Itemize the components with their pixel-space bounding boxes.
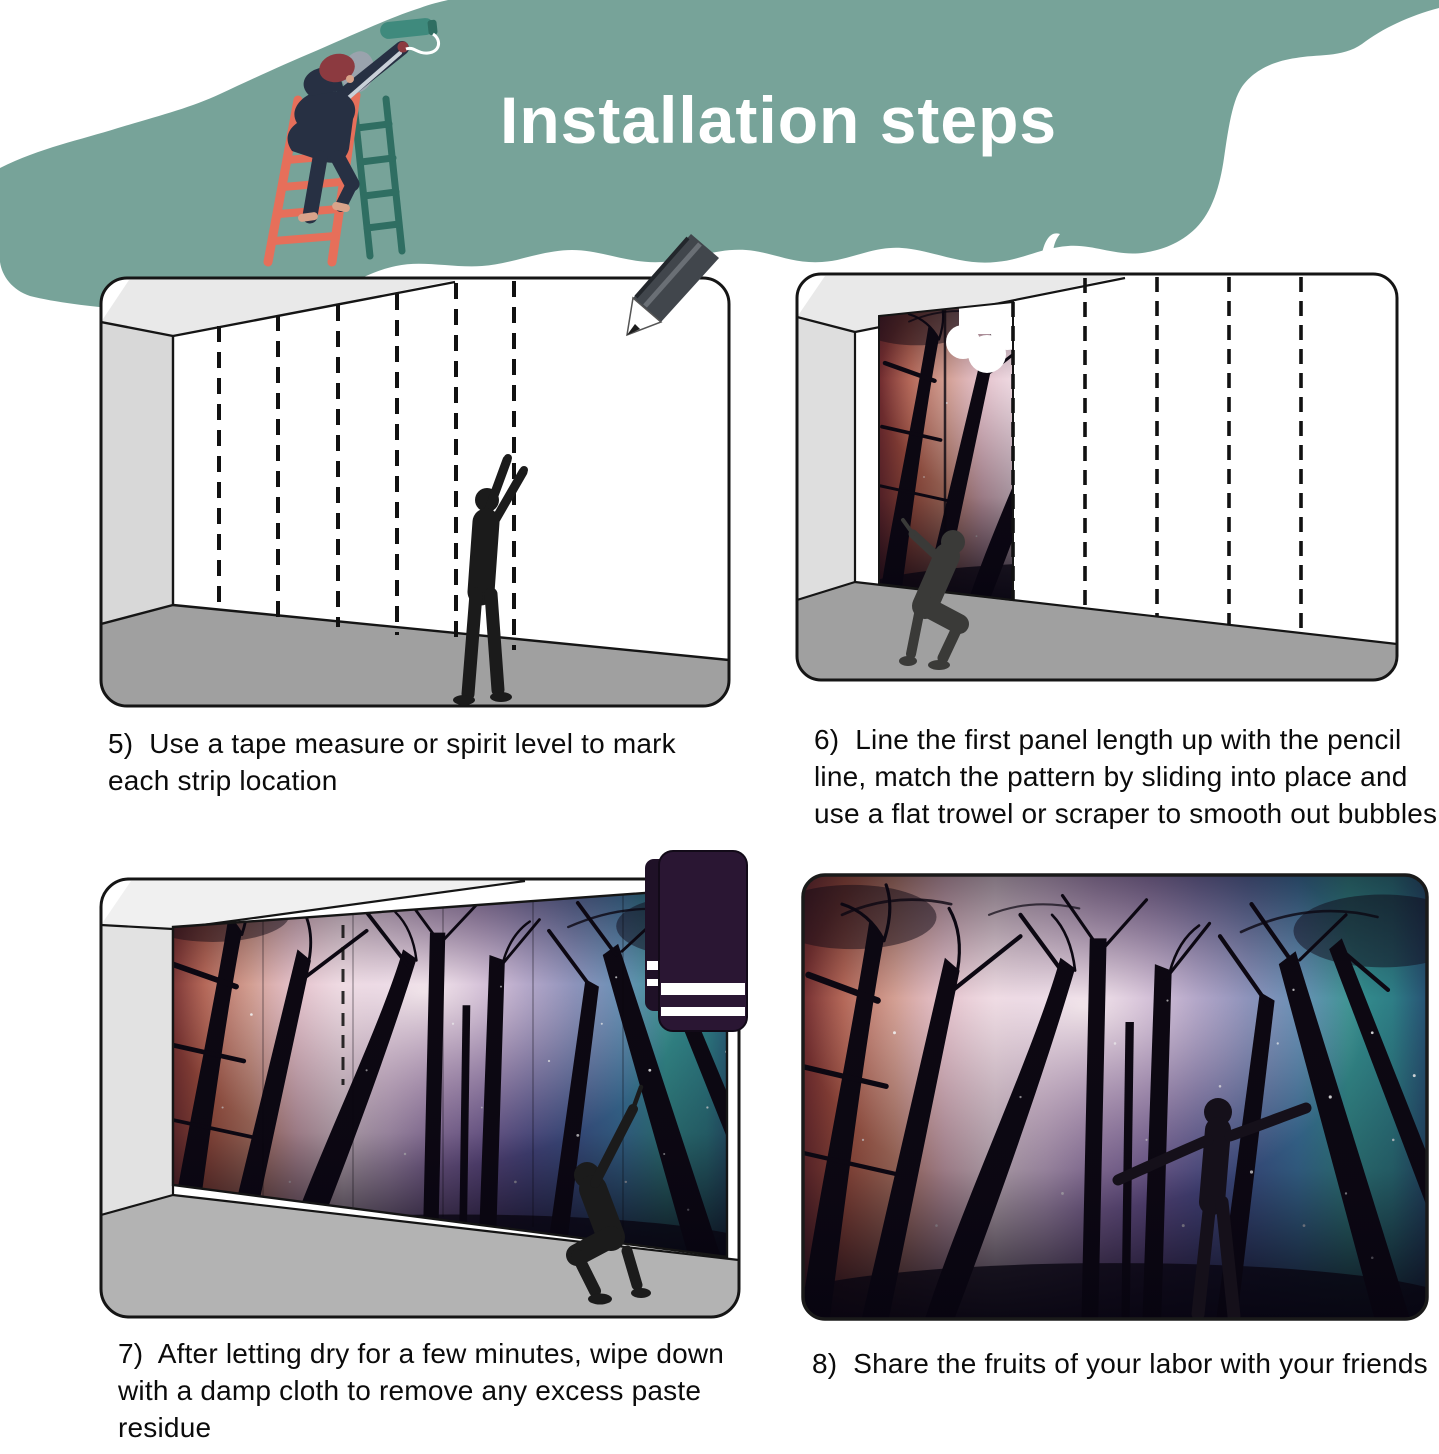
left-wall	[797, 317, 855, 600]
caption-step6: 6) Line the first panel length up with the pencil line, match the pattern by sliding into place and use a flat trowel or scraper to smooth out bubbles	[814, 724, 1438, 829]
panel-step7-wipe-down	[95, 865, 745, 1330]
caption-step5: 5) Use a tape measure or spirit level to mark each strip location	[108, 728, 684, 796]
finished-wallpaper-mural	[769, 872, 1439, 1349]
paint-roller-icon	[379, 17, 438, 53]
panel-step8-finished-mural	[800, 872, 1430, 1322]
caption-step8: 8) Share the fruits of your labor with your friends	[812, 1348, 1428, 1379]
caption-step7: 7) After letting dry for a few minutes, wipe down with a damp cloth to remove any excess paste residue	[118, 1338, 733, 1443]
towel	[645, 851, 747, 1031]
panel-step6-first-strip	[793, 262, 1403, 687]
page-title: Installation steps	[500, 83, 1058, 157]
left-wall	[101, 925, 173, 1215]
panel-step5-mark-wall	[95, 262, 735, 717]
left-wall	[101, 322, 173, 624]
painter-on-ladder-illustration	[240, 0, 475, 272]
ladder-shadow	[354, 99, 402, 256]
